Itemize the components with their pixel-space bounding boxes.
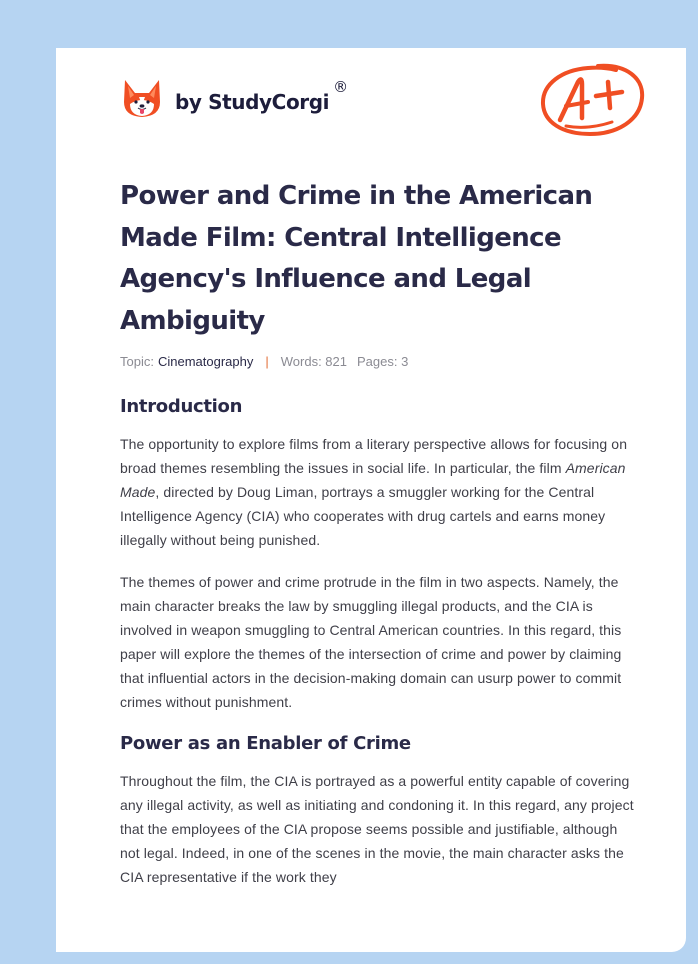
paragraph: The themes of power and crime protrude in the film in two aspects. Namely, the main character breaks the law by smuggling illegal products, and the CIA is involved in weapon smuggling to Central American countries. In this regard, this paper will explore the themes of the intersection of crime and power by claiming that influential actors in the decision-making domain can usurp power to commit crimes without punishment. [120, 574, 622, 710]
logo-text: by StudyCorgi [175, 90, 330, 114]
article-meta [120, 354, 640, 369]
word-count: Words: 821 [280, 354, 347, 369]
page-count: Pages: 3 [357, 354, 409, 369]
paragraph [120, 432, 640, 552]
studycorgi-logo[interactable] [122, 76, 348, 120]
article [120, 176, 640, 889]
document-card [56, 48, 686, 952]
article-title: Power and Crime in the American Made Film: Central Intelligence Agency's Influence and Legal Ambiguity [120, 181, 593, 336]
paragraph-text: The opportunity to explore films from a literary perspective allows for focusing on broad themes resembling the issues in social life. In particular, the film [120, 436, 628, 476]
film-title: American Made [120, 460, 626, 500]
registered-mark: ® [333, 78, 349, 96]
corgi-icon [122, 76, 162, 120]
a-plus-grade-icon [538, 58, 648, 140]
paragraph: Throughout the film, the CIA is portrayed as a powerful entity capable of covering any illegal activity, as well as initiating and condoning it. In this regard, any project that the employees of the CIA propose seems possible and justifiable, although not legal. Indeed, in one of the scenes in the movie, the main character asks the CIA representative if the work they [120, 773, 634, 885]
section-heading-power-as-enabler: Power as an Enabler of Crime [120, 733, 411, 754]
meta-separator: | [265, 354, 269, 369]
header [56, 48, 686, 158]
section-heading-introduction: Introduction [120, 396, 243, 417]
paragraph-text: , directed by Doug Liman, portrays a smuggler working for the Central Intelligence Agency (CIA) who cooperates with drug cartels and earns money illegally without being punished. [120, 484, 606, 548]
topic-label: Topic: [120, 354, 154, 369]
topic-link[interactable]: Cinematography [157, 354, 254, 369]
